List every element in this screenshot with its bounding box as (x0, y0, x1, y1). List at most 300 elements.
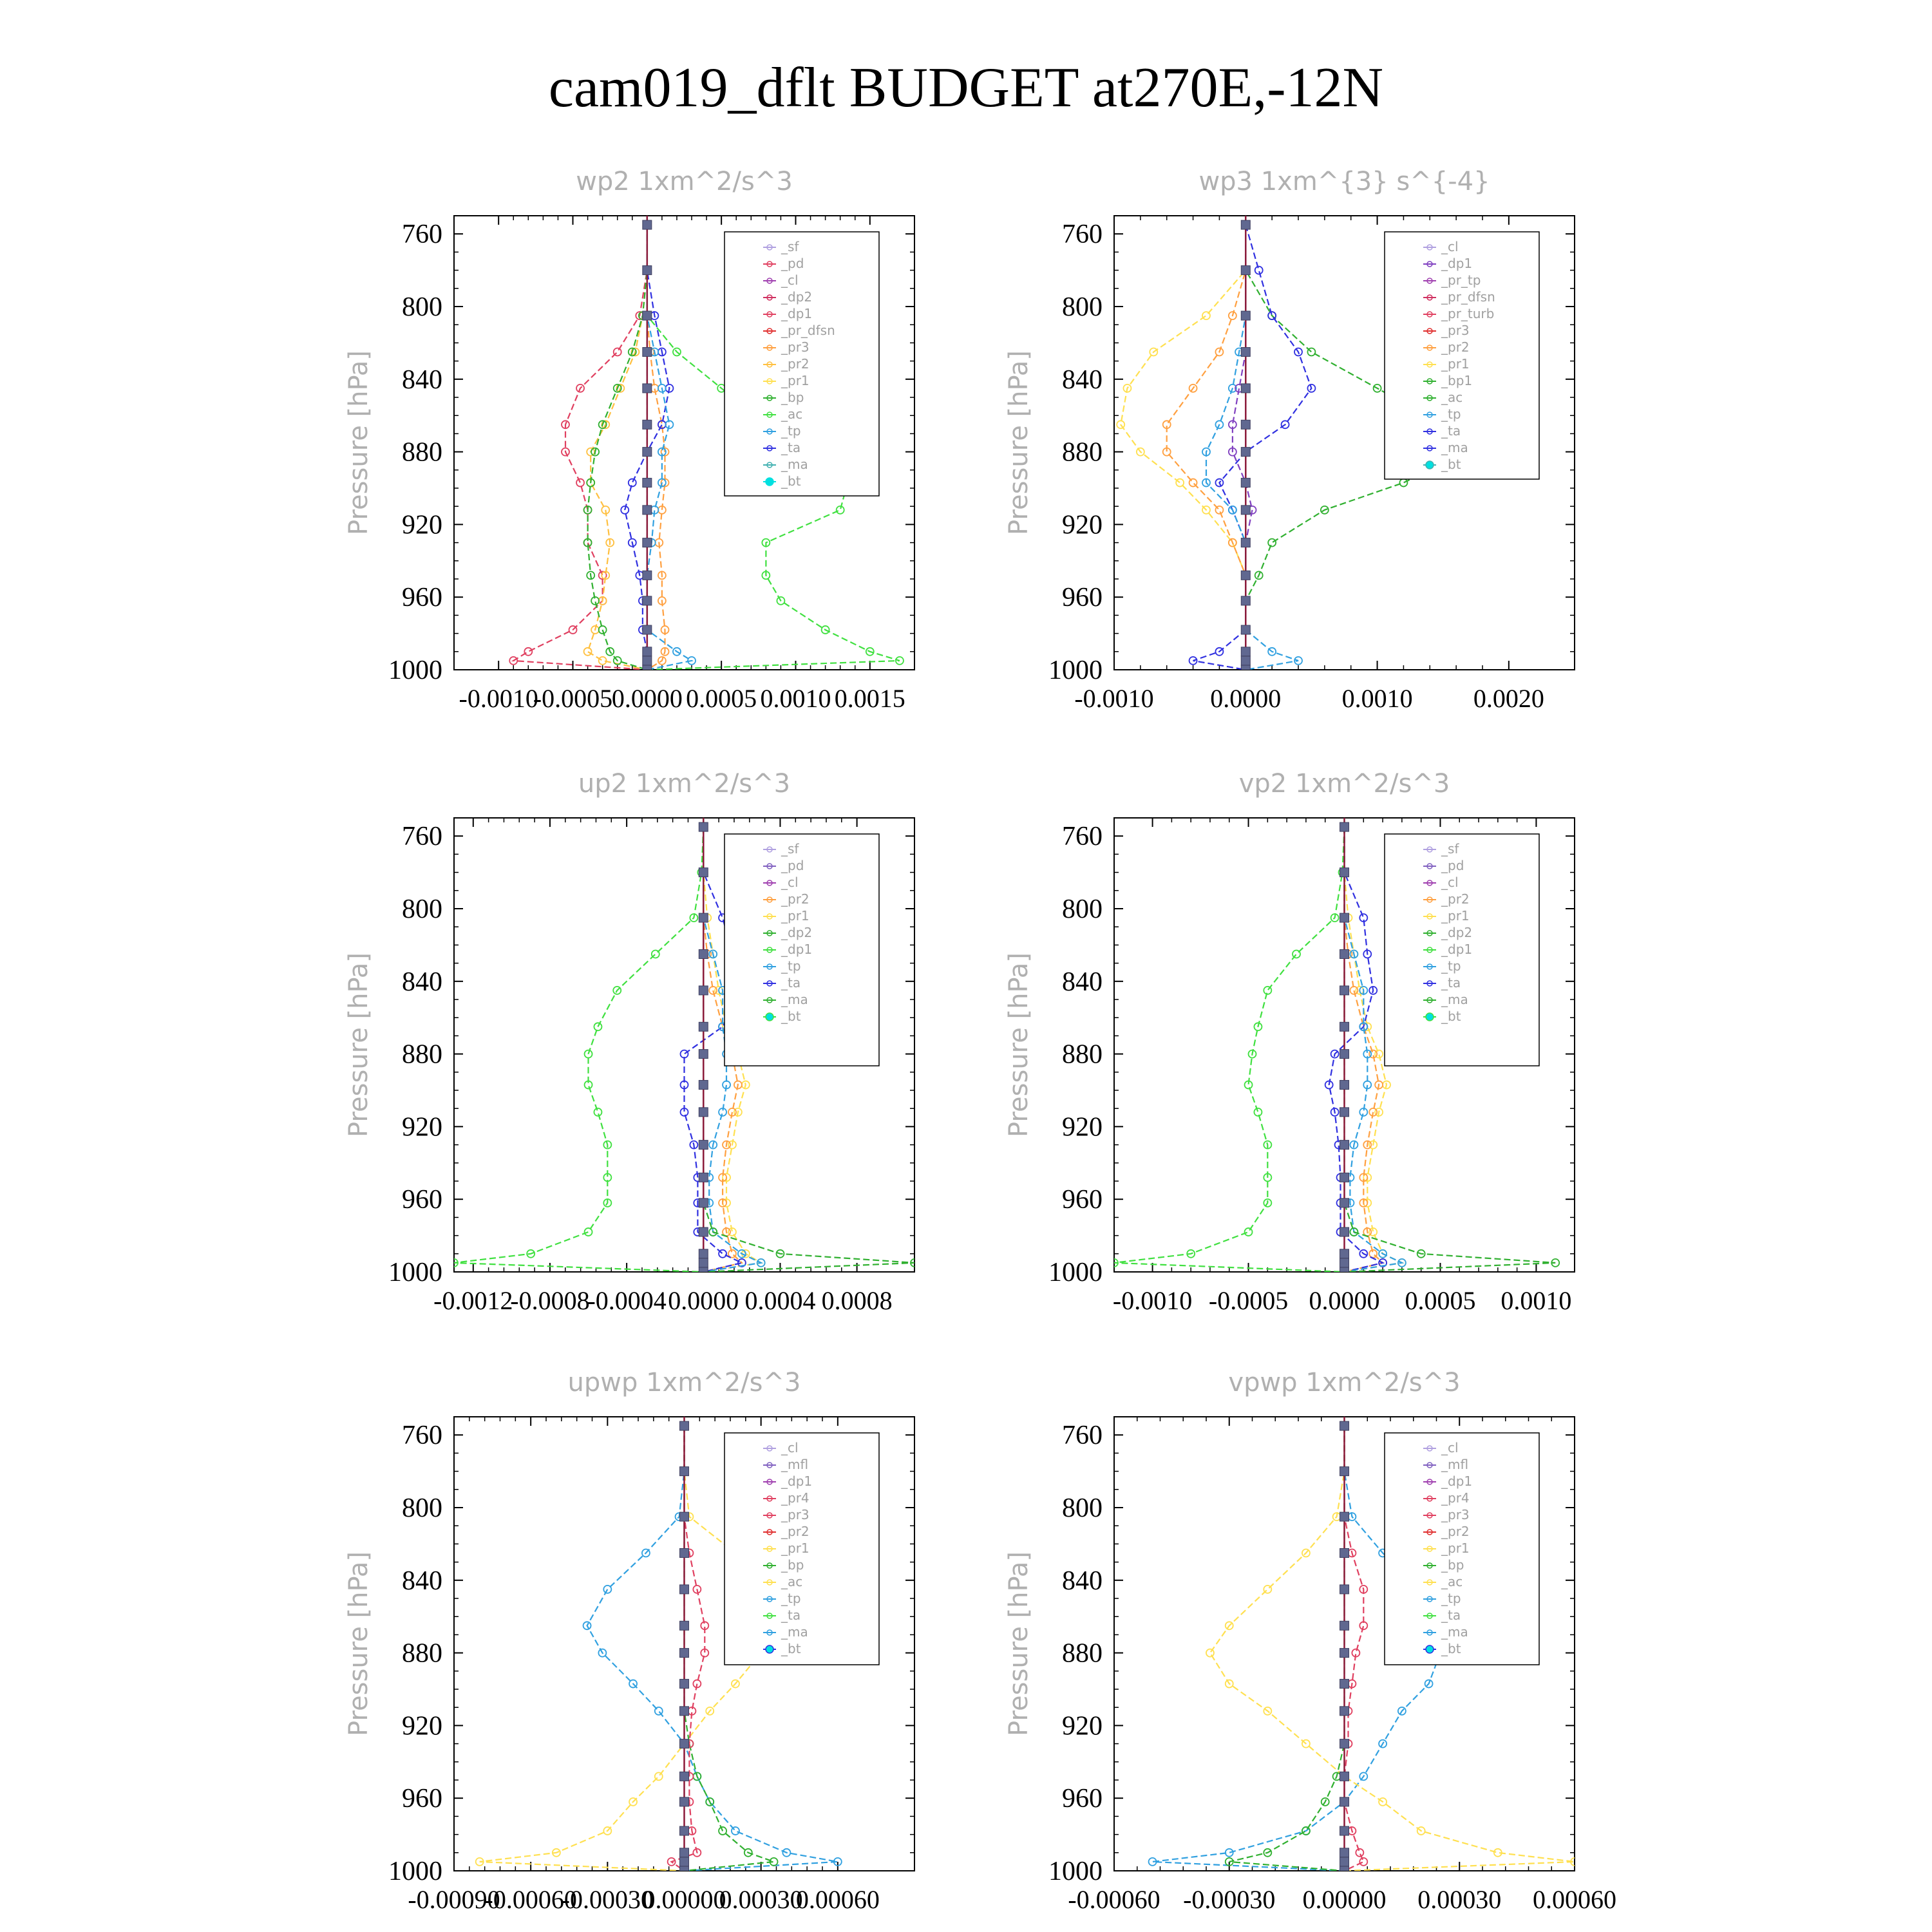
data-point (1189, 479, 1197, 487)
y-tick-label: 880 (402, 437, 442, 468)
legend-label: _pr2 (781, 1524, 810, 1539)
total-marker (1340, 1081, 1349, 1090)
legend-label: _cl (1441, 1440, 1459, 1455)
legend-label: _pr1 (781, 908, 810, 923)
y-tick-label: 1000 (388, 1857, 442, 1886)
data-point (524, 648, 532, 656)
x-tick-label: 0.0005 (686, 684, 757, 713)
legend-label: _cl (781, 272, 799, 288)
data-point (652, 951, 659, 958)
legend-label: _ta (781, 1607, 801, 1623)
total-marker (1241, 220, 1250, 229)
panel-5 (344, 1368, 914, 1914)
legend-label: _pr1 (781, 1540, 810, 1556)
total-marker (1340, 822, 1349, 831)
legend-label: _dp1 (781, 942, 813, 957)
total-marker (1241, 420, 1250, 429)
total-marker (643, 571, 652, 580)
legend-label: _tp (1441, 958, 1461, 974)
y-tick-label: 840 (1062, 1566, 1103, 1596)
legend-label: _pr2 (781, 891, 810, 907)
legend-label: _tp (781, 423, 801, 439)
total-marker (1241, 348, 1250, 357)
x-tick-label: 0.00000 (642, 1885, 726, 1914)
series-line-pr1 (1121, 225, 1245, 670)
y-tick-label: 1000 (388, 1258, 442, 1287)
total-marker (699, 1050, 708, 1059)
total-marker (1241, 596, 1250, 605)
legend-label: _bt (1441, 1641, 1461, 1656)
data-point (1245, 1228, 1253, 1236)
total-marker (1340, 1421, 1349, 1430)
total-marker (1340, 1267, 1349, 1276)
total-marker (699, 913, 708, 922)
total-marker (699, 1258, 708, 1267)
panel-title: vp2 1xm^2/s^3 (1238, 769, 1450, 799)
data-point (1264, 987, 1271, 994)
total-marker (1241, 478, 1250, 488)
y-tick-label: 880 (402, 1039, 442, 1070)
legend-label: _mfl (1441, 1457, 1469, 1472)
legend-label: _pd (781, 256, 804, 271)
legend-marker (766, 478, 773, 486)
total-marker (643, 220, 652, 229)
y-axis-label: Pressure [hPa] (344, 1551, 374, 1736)
legend-label: _pd (781, 858, 804, 873)
legend-label: _ta (1441, 423, 1461, 439)
data-point (1215, 506, 1223, 514)
legend-label: _pr1 (1441, 1540, 1470, 1556)
total-marker (1340, 1585, 1349, 1594)
x-tick-label: 0.0000 (1309, 1286, 1380, 1315)
total-marker (643, 311, 652, 320)
y-tick-label: 880 (1062, 437, 1103, 468)
y-tick-label: 760 (402, 1421, 442, 1451)
total-marker (1340, 1739, 1349, 1748)
data-point (1176, 479, 1184, 487)
x-tick-label: 0.00030 (1417, 1885, 1502, 1914)
legend (724, 834, 879, 1066)
legend-label: _bp1 (1441, 373, 1473, 388)
y-tick-label: 880 (1062, 1039, 1103, 1070)
legend-label: _pr2 (781, 356, 810, 372)
total-marker (680, 1848, 689, 1857)
data-point (1264, 1586, 1271, 1593)
y-tick-label: 920 (1062, 1711, 1103, 1741)
x-tick-label: 0.0008 (821, 1286, 893, 1315)
legend-label: _pr4 (1441, 1490, 1470, 1506)
y-tick-label: 960 (1062, 1185, 1103, 1215)
y-tick-label: 760 (1062, 220, 1103, 250)
data-point (1293, 951, 1300, 958)
series-line-bp (1229, 1426, 1345, 1871)
total-marker (1241, 571, 1250, 580)
total-marker (1241, 311, 1250, 320)
data-point (1356, 1849, 1363, 1857)
total-marker (699, 1081, 708, 1090)
series-line-dp1 (1114, 827, 1345, 1272)
total-marker (643, 647, 652, 656)
total-marker (1340, 1621, 1349, 1630)
series-line-pr2 (588, 225, 647, 670)
total-marker (1340, 1141, 1349, 1150)
legend-label: _sf (1441, 841, 1459, 857)
total-marker (680, 1680, 689, 1689)
total-marker (1241, 647, 1250, 656)
data-point (614, 348, 621, 356)
data-point (603, 1586, 611, 1593)
total-marker (699, 1267, 708, 1276)
x-tick-label: -0.0005 (1208, 1286, 1289, 1315)
x-tick-label: -0.0010 (1112, 1286, 1193, 1315)
total-marker (680, 1585, 689, 1594)
legend-label: _ma (781, 1624, 808, 1640)
total-marker (1241, 448, 1250, 457)
total-marker (1241, 384, 1250, 393)
legend-marker (1426, 1645, 1434, 1653)
total-marker (680, 1649, 689, 1658)
total-marker (680, 1826, 689, 1835)
total-marker (1340, 1022, 1349, 1031)
y-tick-label: 1000 (1048, 1258, 1103, 1287)
legend-label: _bt (1441, 457, 1461, 472)
legend-label: _dp1 (1441, 1473, 1473, 1489)
legend-label: _pr_turb (1441, 306, 1495, 321)
total-marker (699, 1249, 708, 1258)
y-axis-label: Pressure [hPa] (1004, 1551, 1034, 1736)
x-tick-label: 0.00060 (795, 1885, 880, 1914)
legend (724, 232, 879, 496)
legend-label: _ma (781, 457, 808, 472)
total-marker (643, 478, 652, 488)
total-marker (699, 1022, 708, 1031)
total-marker (1340, 1866, 1349, 1875)
x-tick-label: -0.00060 (1068, 1885, 1160, 1914)
total-marker (1340, 1512, 1349, 1521)
legend-label: _cl (1441, 239, 1459, 254)
x-tick-label: 0.0010 (1341, 684, 1413, 713)
total-marker (680, 1467, 689, 1476)
data-point (1202, 312, 1210, 319)
y-tick-label: 760 (402, 220, 442, 250)
data-point (585, 1228, 592, 1236)
total-marker (680, 1857, 689, 1866)
total-marker (1340, 1649, 1349, 1658)
legend-label: _ma (1441, 992, 1468, 1007)
y-tick-label: 1000 (1048, 1857, 1103, 1886)
total-marker (643, 348, 652, 357)
y-tick-label: 800 (1062, 895, 1103, 924)
y-axis-label: Pressure [hPa] (1004, 350, 1034, 535)
legend-label: _pr_dfsn (781, 323, 835, 338)
total-marker (643, 538, 652, 547)
y-tick-label: 840 (1062, 967, 1103, 997)
legend-marker (1426, 1013, 1434, 1021)
x-tick-label: 0.0020 (1473, 684, 1544, 713)
legend-label: _pr_tp (1441, 272, 1481, 288)
legend (724, 1433, 879, 1665)
legend-label: _pr1 (1441, 908, 1470, 923)
x-tick-label: 0.00060 (1533, 1885, 1616, 1914)
total-marker (1340, 950, 1349, 959)
legend-label: _dp2 (781, 925, 813, 940)
legend-label: _cl (781, 875, 799, 890)
x-tick-label: 0.00030 (719, 1885, 803, 1914)
legend-label: _ma (1441, 1624, 1468, 1640)
y-tick-label: 920 (402, 510, 442, 540)
legend-label: _dp1 (781, 1473, 813, 1489)
legend-marker (766, 1013, 773, 1021)
legend-label: _pr3 (781, 1507, 810, 1522)
legend-label: _pr3 (781, 339, 810, 355)
legend-label: _ma (1441, 440, 1468, 455)
legend-label: _dp2 (781, 289, 813, 305)
x-tick-label: -0.0005 (533, 684, 613, 713)
x-tick-label: -0.0004 (587, 1286, 667, 1315)
total-marker (1340, 1198, 1349, 1208)
legend-label: _pr3 (1441, 323, 1470, 338)
total-marker (1241, 665, 1250, 674)
y-tick-label: 800 (1062, 1493, 1103, 1523)
legend-label: _sf (781, 841, 799, 857)
legend-label: _cl (781, 1440, 799, 1455)
series-line-dp1 (454, 827, 703, 1272)
panel-6 (1004, 1368, 1616, 1914)
total-marker (699, 1227, 708, 1236)
total-marker (1241, 266, 1250, 275)
y-tick-label: 920 (402, 1711, 442, 1741)
y-tick-label: 800 (1062, 292, 1103, 322)
legend-label: _dp1 (1441, 256, 1473, 271)
total-marker (1340, 868, 1349, 877)
data-point (655, 1772, 663, 1780)
total-marker (1340, 986, 1349, 995)
legend-label: _dp2 (1441, 925, 1473, 940)
legend-label: _ac (781, 406, 803, 422)
total-marker (680, 1621, 689, 1630)
panel-3 (344, 769, 918, 1315)
legend-label: _sf (781, 239, 799, 254)
data-point (1255, 267, 1263, 274)
total-marker (680, 1866, 689, 1875)
x-tick-label: -0.0008 (510, 1286, 590, 1315)
total-marker (699, 986, 708, 995)
series-line-tp (647, 225, 692, 670)
legend-label: _pd (1441, 858, 1464, 873)
total-marker (699, 868, 708, 877)
y-tick-label: 840 (402, 1566, 442, 1596)
total-marker (699, 950, 708, 959)
x-tick-label: -0.0010 (1074, 684, 1154, 713)
legend-label: _ta (781, 975, 801, 990)
panel-1 (344, 167, 914, 713)
x-tick-label: 0.0010 (760, 684, 831, 713)
legend-label: _ac (781, 1574, 803, 1589)
legend-label: _ma (781, 992, 808, 1007)
total-marker (1340, 1258, 1349, 1267)
panel-2 (1004, 167, 1575, 713)
y-tick-label: 840 (402, 365, 442, 395)
y-tick-label: 960 (402, 1784, 442, 1814)
total-marker (680, 1772, 689, 1781)
total-marker (643, 665, 652, 674)
legend-label: _pr3 (1441, 1507, 1470, 1522)
x-tick-label: 0.0015 (834, 684, 905, 713)
total-marker (643, 420, 652, 429)
legend (1385, 834, 1539, 1066)
data-point (594, 1108, 601, 1116)
total-marker (1340, 1848, 1349, 1857)
legend-label: _ac (1441, 390, 1463, 405)
figure-title: cam019_dflt BUDGET at270E,-12N (548, 57, 1384, 119)
total-marker (1340, 1826, 1349, 1835)
x-tick-label: -0.00090 (408, 1885, 500, 1914)
legend (1385, 1433, 1539, 1665)
legend-label: _bp (781, 1557, 804, 1573)
total-marker (680, 1549, 689, 1558)
x-tick-label: 0.0005 (1405, 1286, 1476, 1315)
y-tick-label: 800 (402, 292, 442, 322)
x-tick-label: 0.00000 (1302, 1885, 1387, 1914)
x-tick-label: 0.0000 (611, 684, 683, 713)
y-axis-label: Pressure [hPa] (1004, 952, 1034, 1137)
total-marker (1241, 506, 1250, 515)
data-point (576, 479, 584, 487)
total-marker (680, 1707, 689, 1716)
data-point (655, 1707, 663, 1715)
legend-label: _ta (781, 440, 801, 455)
series-line-pr2 (1167, 225, 1246, 670)
total-marker (699, 1108, 708, 1117)
x-tick-label: -0.0010 (459, 684, 538, 713)
legend-label: _dp1 (781, 306, 813, 321)
y-tick-label: 1000 (388, 656, 442, 685)
y-tick-label: 760 (1062, 1421, 1103, 1451)
legend-label: _tp (1441, 406, 1461, 422)
total-marker (643, 448, 652, 457)
y-tick-label: 880 (1062, 1638, 1103, 1669)
total-marker (1340, 913, 1349, 922)
data-point (681, 1050, 688, 1058)
total-marker (1340, 1857, 1349, 1866)
x-tick-label: 0.0010 (1501, 1286, 1572, 1315)
total-marker (643, 384, 652, 393)
legend-label: _pr1 (1441, 356, 1470, 372)
series-line-pd (513, 225, 647, 670)
total-marker (1340, 1227, 1349, 1236)
legend-label: _ta (1441, 975, 1461, 990)
panel-title: upwp 1xm^2/s^3 (567, 1368, 801, 1397)
total-marker (1340, 1772, 1349, 1781)
legend-label: _ac (1441, 1574, 1463, 1589)
y-axis-label: Pressure [hPa] (344, 952, 374, 1137)
legend-label: _bt (781, 473, 801, 489)
legend-label: _bt (781, 1641, 801, 1656)
total-marker (643, 506, 652, 515)
total-marker (699, 1173, 708, 1182)
data-point (1359, 1858, 1367, 1866)
legend-label: _pr1 (781, 373, 810, 388)
legend-label: _bt (781, 1009, 801, 1024)
legend-label: _mfl (781, 1457, 809, 1472)
legend-label: _pr2 (1441, 1524, 1470, 1539)
series-line-bp (588, 225, 647, 670)
total-marker (1340, 1680, 1349, 1689)
legend-label: _cl (1441, 875, 1459, 890)
total-marker (680, 1512, 689, 1521)
total-marker (1340, 1467, 1349, 1476)
y-tick-label: 760 (1062, 822, 1103, 852)
data-point (1307, 348, 1315, 356)
legend-label: _pr2 (1441, 891, 1470, 907)
panel-title: up2 1xm^2/s^3 (578, 769, 791, 799)
data-point (719, 1250, 726, 1258)
x-tick-label: -0.00060 (484, 1885, 577, 1914)
y-tick-label: 960 (402, 1185, 442, 1215)
x-tick-label: -0.0012 (433, 1286, 513, 1315)
data-point (1399, 479, 1407, 487)
data-point (1254, 1108, 1262, 1116)
y-tick-label: 760 (402, 822, 442, 852)
total-marker (680, 1739, 689, 1748)
total-marker (643, 625, 652, 634)
panel-title: wp2 1xm^2/s^3 (576, 167, 793, 196)
total-marker (680, 1421, 689, 1430)
panel-title: vpwp 1xm^2/s^3 (1228, 1368, 1461, 1397)
total-marker (1241, 538, 1250, 547)
data-point (1226, 1849, 1233, 1857)
legend-label: _bp (781, 390, 804, 405)
y-tick-label: 800 (402, 1493, 442, 1523)
y-tick-label: 920 (1062, 510, 1103, 540)
legend-label: _tp (1441, 1591, 1461, 1606)
legend-label: _bp (1441, 1557, 1464, 1573)
legend-label: _pr_dfsn (1441, 289, 1495, 305)
total-marker (699, 1198, 708, 1208)
panel-title: wp3 1xm^{3} s^{-4} (1198, 167, 1490, 196)
data-point (732, 1827, 739, 1835)
panel-4 (1004, 769, 1575, 1315)
data-point (1359, 1622, 1367, 1629)
x-tick-label: -0.00030 (561, 1885, 654, 1914)
y-tick-label: 800 (402, 895, 442, 924)
legend-label: _pr2 (1441, 339, 1470, 355)
y-tick-label: 960 (1062, 583, 1103, 613)
total-marker (1340, 1050, 1349, 1059)
data-point (837, 506, 844, 514)
total-marker (1340, 1797, 1349, 1806)
total-marker (1241, 625, 1250, 634)
legend-marker (766, 1645, 773, 1653)
total-marker (643, 656, 652, 665)
total-marker (1340, 1249, 1349, 1258)
data-point (1206, 1649, 1214, 1657)
total-marker (699, 1141, 708, 1150)
legend-label: _dp1 (1441, 942, 1473, 957)
data-point (1268, 539, 1276, 547)
series-line-ta (1193, 225, 1312, 670)
y-axis-label: Pressure [hPa] (344, 350, 374, 535)
total-marker (643, 266, 652, 275)
x-tick-label: 0.0000 (1210, 684, 1282, 713)
y-tick-label: 960 (402, 583, 442, 613)
y-tick-label: 840 (1062, 365, 1103, 395)
legend-label: _tp (781, 958, 801, 974)
y-tick-label: 960 (1062, 1784, 1103, 1814)
legend-label: _tp (781, 1591, 801, 1606)
total-marker (643, 596, 652, 605)
total-marker (1340, 1173, 1349, 1182)
